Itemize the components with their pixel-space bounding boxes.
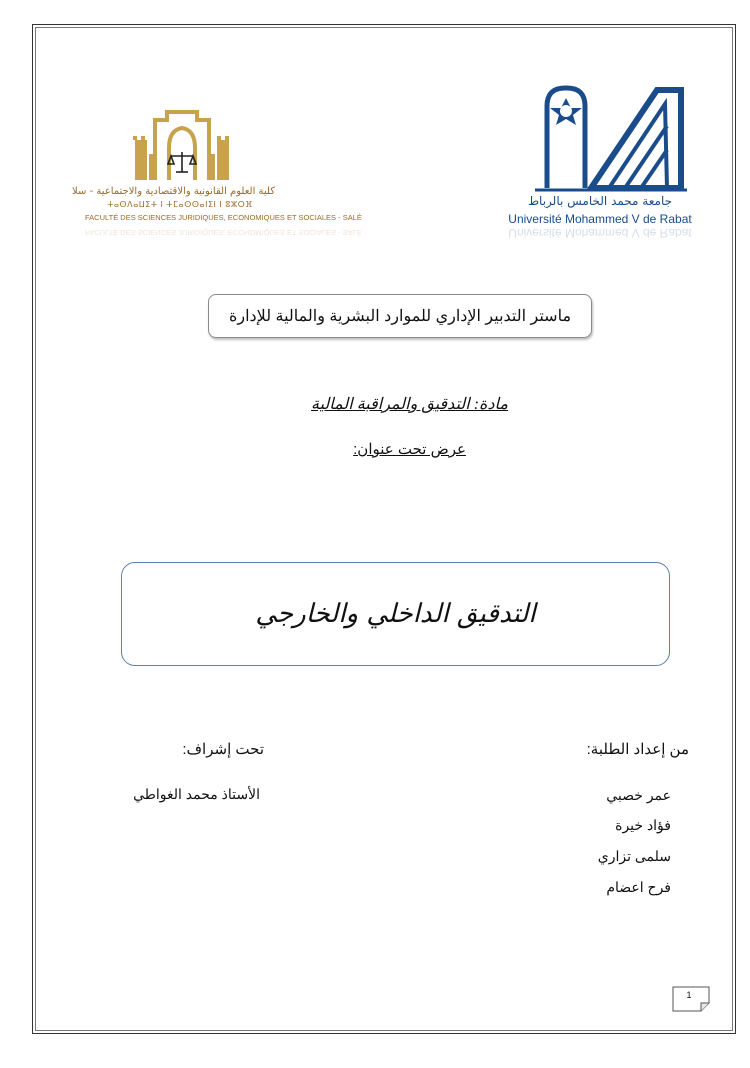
university-name-ar: جامعة محمد الخامس بالرباط	[527, 194, 673, 208]
faculty-name-ar: كلية العلوم القانونية والاقتصادية والاجتماعية - سلا	[72, 186, 275, 197]
faculty-name-fr-reflection: FACULTÉ DES SCIENCES JURIDIQUES, ECONOMIQUES ET SOCIALES - SALÉ	[85, 228, 362, 237]
page-number: 1	[686, 990, 692, 1000]
faculty-name-tifinagh: ⵜⴰⵙⴷⴰⵡⵉⵜ ⵏ ⵜⵎⴰⵙⵙⴰⵏⵉⵏ ⵏ ⵓⵣⵔⴼ	[107, 200, 253, 209]
university-name-fr: Université Mohammed V de Rabat	[508, 212, 692, 226]
presentation-label: عرض تحت عنوان:	[353, 441, 466, 458]
master-program-title: ماستر التدبير الإداري للموارد البشرية والمالية للإدارة	[228, 308, 572, 325]
presentation-title: التدقيق الداخلي والخارجي	[255, 599, 536, 629]
faculty-emblem-icon	[85, 100, 275, 184]
university-logo	[505, 84, 695, 259]
title-box	[121, 562, 670, 666]
prepared-by-label: من إعداد الطلبة:	[586, 741, 689, 758]
supervisor-name: الأستاذ محمد الغواطي	[133, 786, 260, 802]
page-number-box	[672, 986, 710, 1012]
university-emblem-icon	[505, 84, 695, 194]
supervised-by-label: تحت إشراف:	[182, 741, 264, 758]
student-name: عمر خصبي	[606, 787, 671, 803]
faculty-logo	[72, 100, 362, 260]
student-name: فؤاد خيرة	[615, 817, 671, 833]
university-name-fr-reflection: Université Mohammed V de Rabat	[508, 226, 692, 240]
faculty-name-fr: FACULTÉ DES SCIENCES JURIDIQUES, ECONOMIQUES ET SOCIALES - SALÉ	[85, 213, 362, 222]
student-name: سلمى تزاري	[597, 848, 671, 864]
student-name: فرح اعضام	[606, 879, 671, 895]
master-program-box	[208, 294, 592, 338]
subject-line: مادة: التدقيق والمراقبة المالية	[311, 396, 508, 413]
